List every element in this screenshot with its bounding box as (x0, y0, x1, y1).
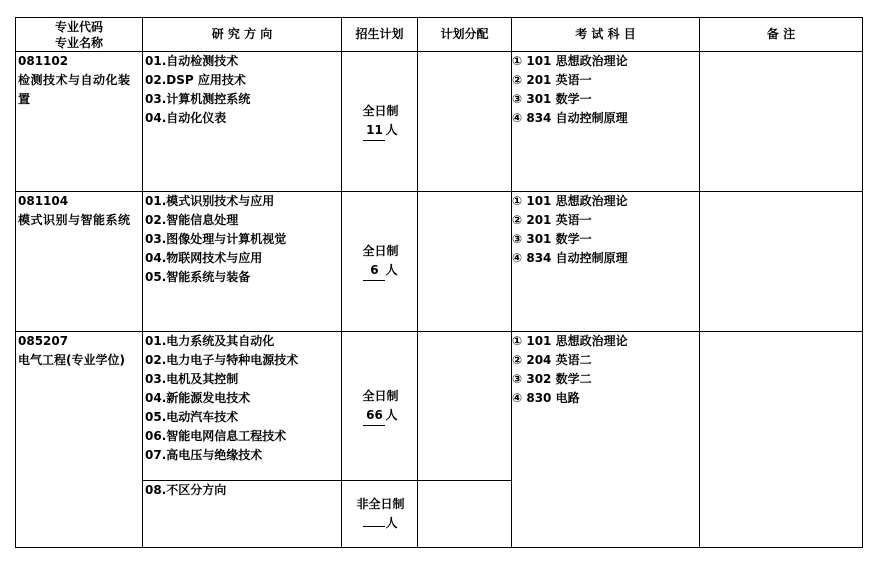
major-row (16, 332, 863, 481)
major-name: 电气工程(专业学位) (18, 353, 125, 367)
plan-count: 66 (363, 406, 385, 426)
plan-mode: 非全日制 (356, 497, 405, 511)
subject-item: ① 101 思想政治理论 (512, 334, 628, 348)
direction-list (143, 192, 342, 332)
direction-item: 01.自动检测技术 (145, 54, 239, 68)
plan-cell (342, 481, 418, 548)
direction-item: 07.高电压与绝缘技术 (145, 448, 263, 462)
header-remarks: 备 注 (700, 18, 863, 52)
allocation-cell (418, 332, 512, 481)
header-direction: 研 究 方 向 (143, 18, 342, 52)
direction-item: 04.物联网技术与应用 (145, 251, 263, 265)
subject-item: ② 204 英语二 (512, 353, 592, 367)
direction-list (143, 332, 342, 481)
plan-count (363, 526, 385, 527)
plan-mode: 全日制 (362, 104, 399, 118)
subject-item: ② 201 英语一 (512, 73, 592, 87)
header-plan: 招生计划 (342, 18, 418, 52)
direction-list (143, 481, 342, 548)
header-name: 专业名称 (54, 35, 103, 50)
header-code: 专业代码 (54, 19, 103, 34)
header-allocation: 计划分配 (418, 18, 512, 52)
major-cell (16, 332, 143, 548)
plan-cell (342, 52, 418, 192)
header-subjects: 考 试 科 目 (512, 18, 700, 52)
plan-count: 11 (363, 121, 385, 141)
plan-unit: 人 (385, 263, 398, 277)
major-code: 081102 (18, 54, 69, 68)
plan-unit: 人 (385, 123, 398, 137)
direction-item: 02.电力电子与特种电源技术 (145, 353, 299, 367)
subject-item: ③ 302 数学二 (512, 372, 592, 386)
direction-list (143, 52, 342, 192)
plan-unit: 人 (385, 407, 398, 422)
subject-item: ④ 830 电路 (512, 391, 580, 405)
direction-item: 06.智能电网信息工程技术 (145, 429, 287, 443)
remarks-cell (700, 332, 863, 548)
plan-mode: 全日制 (362, 388, 399, 403)
direction-item: 05.电动汽车技术 (145, 410, 239, 424)
subject-item: ④ 834 自动控制原理 (512, 111, 628, 125)
major-row (16, 192, 863, 332)
remarks-cell (700, 192, 863, 332)
subject-item: ② 201 英语一 (512, 213, 592, 227)
major-cell (16, 52, 143, 192)
plan-unit: 人 (385, 516, 398, 530)
subject-item: ① 101 思想政治理论 (512, 54, 628, 68)
plan-cell (342, 192, 418, 332)
direction-item: 08.不区分方向 (145, 483, 227, 497)
direction-item: 02.DSP 应用技术 (145, 73, 246, 87)
allocation-cell (418, 192, 512, 332)
direction-item: 05.智能系统与装备 (145, 270, 251, 284)
direction-item: 03.电机及其控制 (145, 372, 239, 386)
major-row (16, 52, 863, 192)
subject-item: ① 101 思想政治理论 (512, 194, 628, 208)
subject-item: ③ 301 数学一 (512, 92, 592, 106)
allocation-cell (418, 481, 512, 548)
subject-item: ③ 301 数学一 (512, 232, 592, 246)
header-code-name (16, 18, 143, 52)
major-name: 模式识别与智能系统 (18, 213, 131, 227)
major-code: 085207 (18, 334, 69, 348)
direction-item: 01.模式识别技术与应用 (145, 194, 275, 208)
direction-item: 03.计算机测控系统 (145, 92, 251, 106)
direction-item: 02.智能信息处理 (145, 213, 239, 227)
enrollment-plan-table (15, 17, 863, 548)
direction-item: 01.电力系统及其自动化 (145, 334, 275, 348)
direction-item: 04.自动化仪表 (145, 111, 227, 125)
plan-count: 6 (363, 261, 385, 281)
subject-item: ④ 834 自动控制原理 (512, 251, 628, 265)
major-code: 081104 (18, 194, 69, 208)
subject-list (512, 52, 700, 192)
remarks-cell (700, 52, 863, 192)
major-name: 检测技术与自动化装置 (18, 73, 131, 106)
plan-cell (342, 332, 418, 481)
allocation-cell (418, 52, 512, 192)
direction-item: 04.新能源发电技术 (145, 391, 251, 405)
subject-list (512, 332, 700, 548)
header-row (16, 18, 863, 52)
direction-item: 03.图像处理与计算机视觉 (145, 232, 287, 246)
subject-list (512, 192, 700, 332)
plan-mode: 全日制 (362, 244, 399, 258)
major-cell (16, 192, 143, 332)
